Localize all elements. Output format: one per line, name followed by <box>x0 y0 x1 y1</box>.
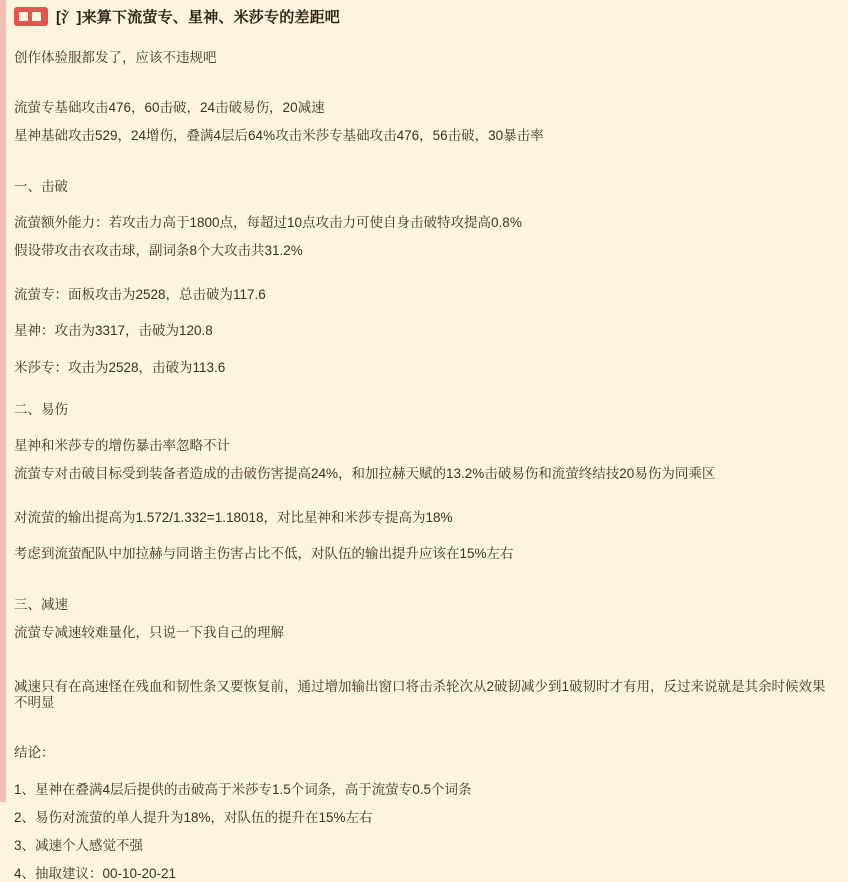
section-1-result-3: 米莎专：攻击为2528，击破为113.6 <box>14 359 226 375</box>
section-1-line-1: 流萤额外能力：若攻击力高于1800点，每超过10点攻击力可使自身击破特攻提高0.8% <box>14 214 522 230</box>
conclusion-item-2: 2、易伤对流萤的单人提升为18%，对队伍的提升在15%左右 <box>14 809 373 825</box>
section-3-line-2: 减速只有在高速怪在残血和韧性条又要恢复前，通过增加输出窗口将击杀轮次从2破韧减少到1破韧时才有用，反过来说就是其余时候效果不明显 <box>14 679 826 711</box>
stat-line-1: 流萤专基础攻击476，60击破，24击破易伤，20减速 <box>14 100 325 116</box>
conclusion-item-4: 4、抽取建议：00-10-20-21 <box>14 866 177 882</box>
section-2-line-1: 星神和米莎专的增伤暴击率忽略不计 <box>14 437 230 453</box>
section-3-line-1: 流萤专减速较难量化，只说一下我自己的理解 <box>14 624 284 640</box>
section-1-result-1: 流萤专：面板攻击为2528，总击破为117.6 <box>14 287 266 303</box>
left-accent-bar <box>0 0 6 802</box>
stat-line-2: 星神基础攻击529，24增伤，叠满4层后64%攻击米莎专基础攻击476，56击破，30暴击率 <box>14 128 544 144</box>
section-2-line-2: 流萤专对击破目标受到装备者造成的击破伤害提高24%，和加拉赫天赋的13.2%击破易伤和流萤终结技20易伤为同乘区 <box>14 466 716 482</box>
conclusion-item-1: 1、星神在叠满4层后提供的击破高于米莎专1.5个词条，高于流萤专0.5个词条 <box>14 781 472 797</box>
section-2-result-1: 对流萤的输出提高为1.572/1.332=1.18018，对比星神和米莎专提高为18% <box>14 510 453 526</box>
page-title: [氵]来算下流萤专、星神、米莎专的差距吧 <box>56 8 340 26</box>
section-1-heading: 一、击破 <box>14 178 68 194</box>
intro-text: 创作体验服都发了，应该不违规吧 <box>14 50 217 65</box>
game-controller-icon <box>14 7 48 26</box>
conclusion-heading: 结论： <box>14 745 55 761</box>
section-1-result-2: 星神：攻击为3317，击破为120.8 <box>14 323 213 339</box>
section-2-heading: 二、易伤 <box>14 401 68 417</box>
section-2-result-2: 考虑到流萤配队中加拉赫与同谐主伤害占比不低，对队伍的输出提升应该在15%左右 <box>14 546 514 562</box>
section-3-heading: 三、减速 <box>14 596 68 612</box>
post-body <box>0 32 848 882</box>
post-header <box>0 0 848 32</box>
section-1-line-2: 假设带攻击衣攻击球，副词条8个大攻击共31.2% <box>14 242 303 258</box>
conclusion-item-3: 3、减速个人感觉不强 <box>14 837 144 853</box>
